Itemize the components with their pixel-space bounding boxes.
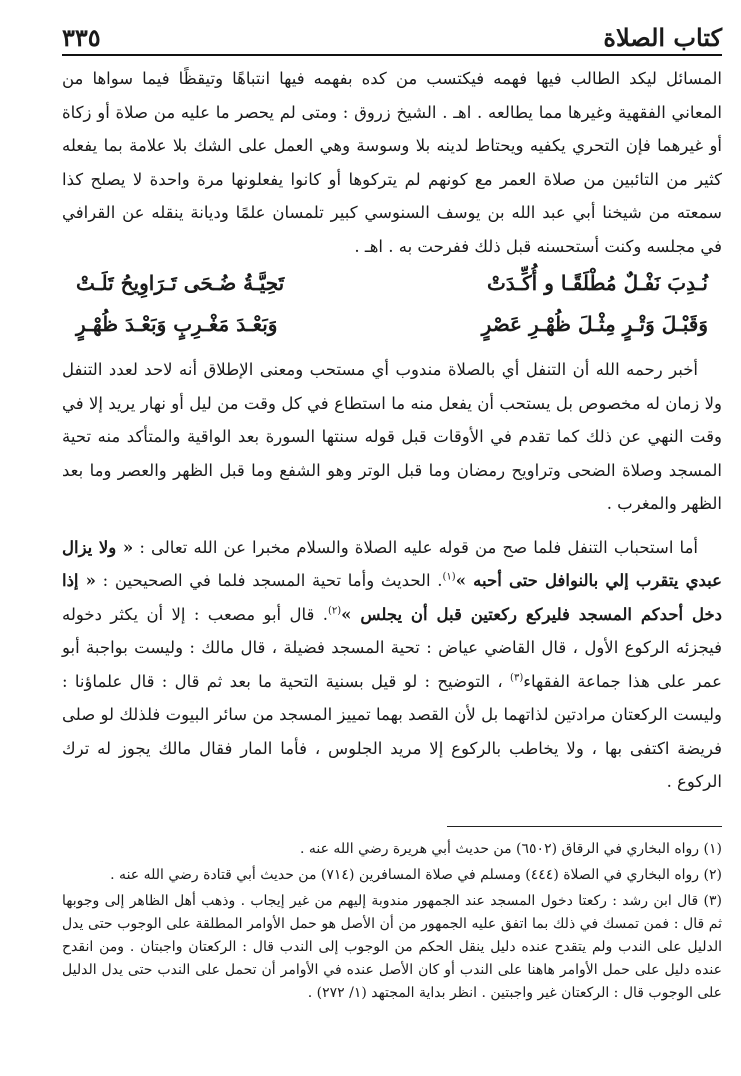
paragraph-3-text-b: . الحديث وأما تحية المسجد فلما في الصحيحين : (102, 571, 443, 590)
paragraph-3-text-c: . قال أبو مصعب : إلا أن يكثر دخوله فيجزئه الركوع الأول ، قال القاضي عياض : تحية المسجد فضيلة ، قال مالك : وليست بواجبة أبو عمر على هذا جماعة الفقهاء (62, 604, 722, 691)
paragraph-2: أخبر رحمه الله أن التنفل أي بالصلاة مندوب أي مستحب ومعنى الإطلاق أنه لاحد لعدد التنفل ولا زمان له مخصوص بل يستحب أن يفعل منه ما استطاع في كل وقت من ليل أو نهار يريد إلا في وقت النهي عن ذلك كما تقدم في الأوقات قبل قوله سنتها السورة بعد الواقية والمتأكد منه تحية المسجد وصلاة الضحى وتراويح رمضان وما قبل الوتر وهو الشفع وما قبل الظهر والعصر وما بعد الظهر والمغرب . (62, 360, 722, 513)
hadith-quote-2: « إذا دخل أحدكم المسجد فليركع ركعتين قبل أن يجلس » (62, 571, 722, 624)
verse-block (62, 263, 722, 345)
footnotes (62, 838, 722, 1008)
chapter-title: كتاب الصلاة (603, 23, 722, 52)
footnote-2 (62, 864, 722, 887)
footnote-text: قال ابن رشد : ركعتا دخول المسجد عند الجمهور مندوبة إليهم من غير إيجاب . وذهب أهل الظاهر إلى وجوبها ثم قال : فمن تمسك في ذلك بما اتفق عليه الجمهور من أن الأصل هو حمل الأوامر المطلقة على الوجوب حتى يدل الدليل على الندب ولم يتقدح عنده دليل ينقل الحكم من الوجوب إلى الندب قال : الركعتان واجبتان . ومن انقدح عنده دليل على حمل الأوامر هاهنا على الندب أو كان الأصل عنده في الأوامر أن تحمل على الندب حتى يدل الدليل على الوجوب قال : الركعتان غير واجبتين . انظر بداية المجتهد (١/ ٢٧٢) . (62, 893, 722, 1001)
paragraph-3-text-d: ، التوضيح : لو قيل بسنية التحية ما بعد ثم قال : قال علماؤنا : وليست الركعتان مرادتين لذاتهما بل لأن القصد بهما تمييز المسجد من سائر البيوت فلذلك لو صلى فريضة اكتفى بها ، ولا يخاطب بالركوع إلا مريد الجلوس ، فأما المار فقال مالك يجوز له ترك الركوع . (62, 671, 722, 791)
page-header (62, 20, 722, 56)
footnote-3 (62, 890, 722, 1005)
verse-1-first-hemistich: نُـدِبَ نَفْـلٌ مُطْلَقًـا و أُكِّـدَتْ (486, 271, 708, 295)
main-text (62, 62, 722, 799)
footnote-separator (447, 826, 722, 827)
footnote-number: (١) (703, 841, 722, 857)
footnote-text: رواه البخاري في الرقاق (٦٥٠٢) من حديث أبي هريرة رضي الله عنه . (299, 841, 700, 857)
footnote-ref-2[interactable]: (٢) (327, 605, 342, 616)
paragraph-3 (62, 531, 722, 799)
verse-line-2 (62, 304, 722, 345)
page-number: ٣٣٥ (62, 23, 101, 52)
verse-line-1 (62, 263, 722, 304)
footnote-1 (62, 838, 722, 861)
footnote-ref-3[interactable]: (٣) (510, 672, 524, 683)
footnote-text: رواه البخاري في الصلاة (٤٤٤) ومسلم في صلاة المسافرين (٧١٤) من حديث أبي قتادة رضي الله عنه . (110, 867, 700, 883)
footnote-number: (٢) (703, 867, 722, 883)
hadith-quote-1: « ولا يزال عبدي يتقرب إلي بالنوافل حتى أحبه » (62, 537, 722, 590)
paragraph-3-text-a: أما استحباب التنفل فلما صح من قوله عليه الصلاة والسلام مخبرا عن الله تعالى : (139, 537, 698, 557)
footnote-number: (٣) (703, 893, 723, 909)
footnote-ref-1[interactable]: (١) (442, 571, 456, 583)
verse-2-first-hemistich: وَقَبْـلَ وَتْـرٍ مِثْـلَ ظُهْـرِ عَصْرٍ (481, 312, 708, 336)
verse-1-second-hemistich: تَحِيَّـةُ ضُـحَى تَـرَاوِيحُ تَلَـتْ (76, 271, 285, 295)
paragraph-1: المسائل ليكد الطالب فيها فهمه فيكتسب من كده بفهمه فيها انتباهًا وتيقظًا فيما سواها من المعاني الفقهية وغيرها مما يطالعه . اهـ . الشيخ زروق : ومتى لم يحصر ما عليه من صلاة أو زكاة أو غيرهما فإن التحري يكفيه ويحتاط لدينه بلا وسوسة وهي العمل على الشك بلا علامة بما يفعله كثير من التائبين من صلاة العمر مع كونهم لم يتركوها أو كانوا يفعلونها مرة واحدة لا يصلح كذا سمعته من شيخنا أبي عبد الله بن يوسف السنوسي كبير تلمسان علمًا وديانة ينقله عن القرافي في مجلسه وكنت أستحسنه قبل ذلك ففرحت به . اهـ . (62, 69, 722, 256)
verse-2-second-hemistich: وَبَعْـدَ مَغْـرِبٍ وَبَعْـدَ ظُهْـرٍ (76, 312, 278, 336)
